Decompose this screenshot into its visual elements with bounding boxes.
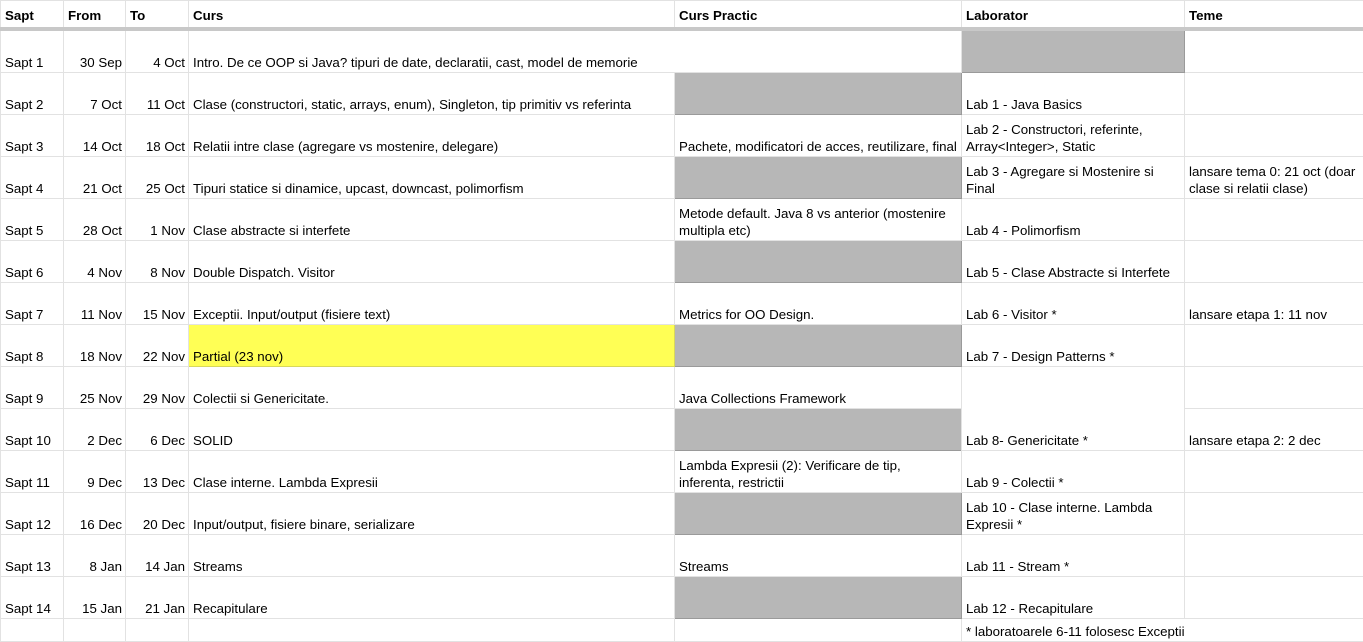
cell-teme[interactable]: lansare etapa 1: 11 nov xyxy=(1185,283,1363,325)
cell-sapt[interactable]: Sapt 10 xyxy=(1,409,64,451)
cell-laborator[interactable]: Lab 10 - Clase interne. Lambda Expresii * xyxy=(962,493,1185,535)
cell-sapt[interactable]: Sapt 1 xyxy=(1,29,64,73)
cell-curs-practic[interactable]: Metode default. Java 8 vs anterior (mostenire multipla etc) xyxy=(675,199,962,241)
table-row xyxy=(1,115,1363,157)
cell-curs-practic[interactable]: Streams xyxy=(675,535,962,577)
cell-teme[interactable] xyxy=(1185,535,1363,577)
cell-sapt[interactable]: Sapt 4 xyxy=(1,157,64,199)
cell-curs-practic[interactable]: Pachete, modificatori de acces, reutilizare, final xyxy=(675,115,962,157)
cell-curs-practic[interactable]: Lambda Expresii (2): Verificare de tip, inferenta, restrictii xyxy=(675,451,962,493)
table-row xyxy=(1,493,1363,535)
cell-curs[interactable]: Colectii si Genericitate. xyxy=(189,367,675,409)
cell-teme[interactable] xyxy=(1185,241,1363,283)
cell-laborator-merged[interactable]: Lab 8- Genericitate * xyxy=(962,367,1185,451)
cell-to[interactable]: 18 Oct xyxy=(126,115,189,157)
cell-sapt[interactable]: Sapt 8 xyxy=(1,325,64,367)
cell-curs-practic-empty[interactable] xyxy=(675,409,962,451)
cell-empty[interactable] xyxy=(189,619,675,642)
cell-laborator[interactable]: Lab 3 - Agregare si Mostenire si Final xyxy=(962,157,1185,199)
cell-to[interactable]: 8 Nov xyxy=(126,241,189,283)
cell-laborator[interactable]: Lab 7 - Design Patterns * xyxy=(962,325,1185,367)
cell-curs[interactable]: Clase interne. Lambda Expresii xyxy=(189,451,675,493)
cell-laborator[interactable]: Lab 11 - Stream * xyxy=(962,535,1185,577)
cell-teme[interactable] xyxy=(1185,577,1363,619)
cell-curs[interactable]: Tipuri statice si dinamice, upcast, downcast, polimorfism xyxy=(189,157,675,199)
header-teme[interactable]: Teme xyxy=(1185,1,1363,30)
cell-from[interactable]: 30 Sep xyxy=(64,29,126,73)
cell-to[interactable]: 1 Nov xyxy=(126,199,189,241)
cell-sapt[interactable]: Sapt 2 xyxy=(1,73,64,115)
cell-from[interactable]: 2 Dec xyxy=(64,409,126,451)
cell-to[interactable]: 20 Dec xyxy=(126,493,189,535)
table-row xyxy=(1,577,1363,619)
cell-to[interactable]: 22 Nov xyxy=(126,325,189,367)
cell-curs-practic-empty[interactable] xyxy=(675,241,962,283)
cell-curs[interactable]: Streams xyxy=(189,535,675,577)
table-row xyxy=(1,367,1363,409)
table-row xyxy=(1,535,1363,577)
cell-to[interactable]: 21 Jan xyxy=(126,577,189,619)
cell-laborator[interactable]: Lab 9 - Colectii * xyxy=(962,451,1185,493)
header-to[interactable]: To xyxy=(126,1,189,30)
cell-from[interactable]: 8 Jan xyxy=(64,535,126,577)
table-row xyxy=(1,451,1363,493)
cell-empty[interactable] xyxy=(675,619,962,642)
cell-sapt[interactable]: Sapt 7 xyxy=(1,283,64,325)
cell-from[interactable]: 11 Nov xyxy=(64,283,126,325)
cell-curs[interactable]: Relatii intre clase (agregare vs mostenire, delegare) xyxy=(189,115,675,157)
table-row xyxy=(1,73,1363,115)
header-curs[interactable]: Curs xyxy=(189,1,675,30)
cell-from[interactable]: 7 Oct xyxy=(64,73,126,115)
table-row xyxy=(1,29,1363,73)
cell-from[interactable]: 18 Nov xyxy=(64,325,126,367)
cell-to[interactable]: 14 Jan xyxy=(126,535,189,577)
cell-to[interactable]: 13 Dec xyxy=(126,451,189,493)
cell-teme[interactable] xyxy=(1185,73,1363,115)
cell-to[interactable]: 11 Oct xyxy=(126,73,189,115)
cell-sapt[interactable]: Sapt 13 xyxy=(1,535,64,577)
cell-sapt[interactable]: Sapt 6 xyxy=(1,241,64,283)
table-row xyxy=(1,325,1363,367)
cell-laborator[interactable]: Lab 4 - Polimorfism xyxy=(962,199,1185,241)
table-row xyxy=(1,199,1363,241)
cell-teme[interactable] xyxy=(1185,199,1363,241)
cell-curs-practic-empty[interactable] xyxy=(675,73,962,115)
cell-from[interactable]: 14 Oct xyxy=(64,115,126,157)
cell-teme[interactable] xyxy=(1185,115,1363,157)
cell-teme[interactable] xyxy=(1185,29,1363,73)
cell-from[interactable]: 4 Nov xyxy=(64,241,126,283)
cell-sapt[interactable]: Sapt 12 xyxy=(1,493,64,535)
cell-sapt[interactable]: Sapt 14 xyxy=(1,577,64,619)
footnote-row xyxy=(1,619,1363,642)
header-from[interactable]: From xyxy=(64,1,126,30)
cell-sapt[interactable]: Sapt 5 xyxy=(1,199,64,241)
cell-curs[interactable]: Clase abstracte si interfete xyxy=(189,199,675,241)
cell-from[interactable]: 21 Oct xyxy=(64,157,126,199)
cell-curs-practic[interactable]: Java Collections Framework xyxy=(675,367,962,409)
table-row xyxy=(1,157,1363,199)
cell-teme[interactable]: lansare etapa 2: 2 dec xyxy=(1185,409,1363,451)
cell-to[interactable]: 29 Nov xyxy=(126,367,189,409)
cell-curs-practic-empty[interactable] xyxy=(675,325,962,367)
table-row xyxy=(1,283,1363,325)
cell-to[interactable]: 4 Oct xyxy=(126,29,189,73)
cell-curs-practic[interactable]: Metrics for OO Design. xyxy=(675,283,962,325)
cell-to[interactable]: 6 Dec xyxy=(126,409,189,451)
cell-laborator[interactable]: Lab 12 - Recapitulare xyxy=(962,577,1185,619)
cell-laborator[interactable]: Lab 1 - Java Basics xyxy=(962,73,1185,115)
cell-curs-practic-empty[interactable] xyxy=(675,157,962,199)
cell-empty[interactable] xyxy=(126,619,189,642)
header-laborator[interactable]: Laborator xyxy=(962,1,1185,30)
header-row xyxy=(1,1,1363,30)
cell-teme[interactable] xyxy=(1185,451,1363,493)
cell-laborator[interactable]: Lab 2 - Constructori, referinte, Array<Integer>, Static xyxy=(962,115,1185,157)
cell-laborator[interactable]: Lab 5 - Clase Abstracte si Interfete xyxy=(962,241,1185,283)
cell-empty[interactable] xyxy=(1,619,64,642)
cell-from[interactable]: 28 Oct xyxy=(64,199,126,241)
cell-curs[interactable]: Recapitulare xyxy=(189,577,675,619)
cell-curs[interactable]: Exceptii. Input/output (fisiere text) xyxy=(189,283,675,325)
cell-curs-practic-empty[interactable] xyxy=(675,577,962,619)
cell-curs-practic-empty[interactable] xyxy=(675,493,962,535)
cell-from[interactable]: 16 Dec xyxy=(64,493,126,535)
cell-teme[interactable] xyxy=(1185,325,1363,367)
cell-empty[interactable] xyxy=(64,619,126,642)
cell-teme[interactable] xyxy=(1185,367,1363,409)
cell-teme[interactable] xyxy=(1185,493,1363,535)
cell-curs[interactable]: Clase (constructori, static, arrays, enum), Singleton, tip primitiv vs referinta xyxy=(189,73,675,115)
cell-teme[interactable]: lansare tema 0: 21 oct (doar clase si relatii clase) xyxy=(1185,157,1363,199)
cell-curs[interactable]: Input/output, fisiere binare, serializare xyxy=(189,493,675,535)
cell-curs[interactable]: Double Dispatch. Visitor xyxy=(189,241,675,283)
cell-from[interactable]: 25 Nov xyxy=(64,367,126,409)
cell-sapt[interactable]: Sapt 11 xyxy=(1,451,64,493)
footnote-cell[interactable]: * laboratoarele 6-11 folosesc Exceptii xyxy=(962,619,1363,642)
cell-curs[interactable]: SOLID xyxy=(189,409,675,451)
cell-laborator-empty[interactable] xyxy=(962,29,1185,73)
cell-from[interactable]: 9 Dec xyxy=(64,451,126,493)
cell-from[interactable]: 15 Jan xyxy=(64,577,126,619)
cell-sapt[interactable]: Sapt 3 xyxy=(1,115,64,157)
cell-sapt[interactable]: Sapt 9 xyxy=(1,367,64,409)
header-sapt[interactable]: Sapt xyxy=(1,1,64,30)
cell-curs[interactable]: Intro. De ce OOP si Java? tipuri de date, declaratii, cast, model de memorie xyxy=(189,29,962,73)
cell-curs-partial-highlight[interactable]: Partial (23 nov) xyxy=(189,325,675,367)
table-row xyxy=(1,241,1363,283)
cell-to[interactable]: 25 Oct xyxy=(126,157,189,199)
cell-to[interactable]: 15 Nov xyxy=(126,283,189,325)
header-curs-practic[interactable]: Curs Practic xyxy=(675,1,962,30)
cell-laborator[interactable]: Lab 6 - Visitor * xyxy=(962,283,1185,325)
